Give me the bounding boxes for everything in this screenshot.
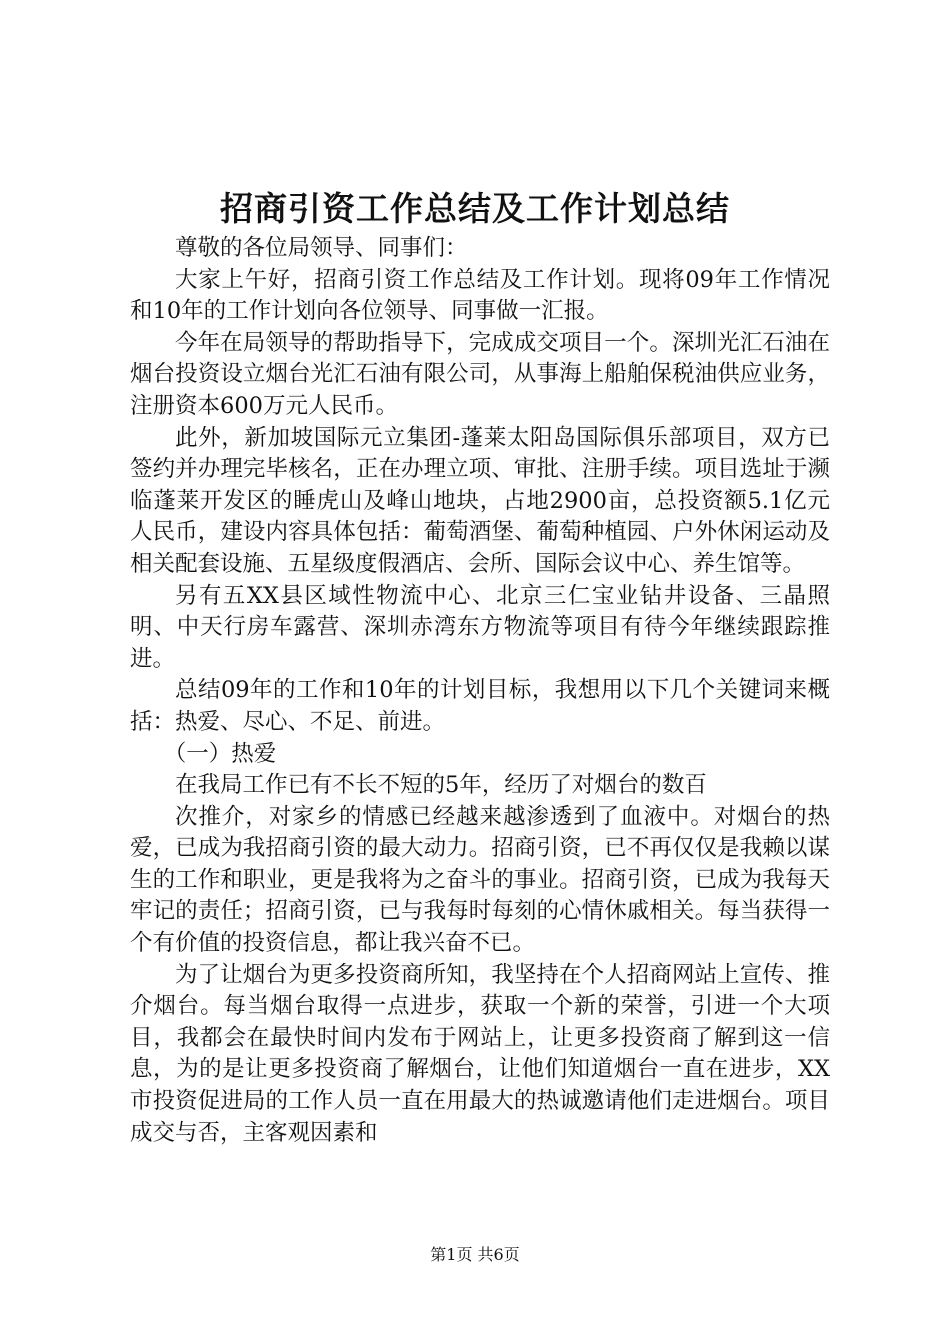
paragraph: 在我局工作已有不长不短的5年，经历了对烟台的数百	[175, 772, 707, 799]
paragraph: 今年在局领导的帮助指导下，完成成交项目一个。深圳光汇石油在烟台投资设立烟台光汇石油有限公司，从事海上船舶保税油供应业务，注册资本600万元人民币。	[130, 329, 830, 419]
paragraph: 为了让烟台为更多投资商所知，我坚持在个人招商网站上宣传、推介烟台。每当烟台取得一点进步，获取一个新的荣誉，引进一个大项目，我都会在最快时间内发布于网站上，让更多投资商了解到这一信息，为的是让更多投资商了解烟台，让他们知道烟台一直在进步，XX市投资促进局的工作人员一直在用最大的热诚邀请他们走进烟台。项目成交与否，主客观因素和	[130, 961, 830, 1146]
paragraph: 总结09年的工作和10年的计划目标，我想用以下几个关键词来概括：热爱、尽心、不足、前进。	[130, 677, 830, 735]
document-body	[130, 233, 830, 1149]
page-number: 第1页 共6页	[430, 1245, 520, 1264]
paragraph: 次推介，对家乡的情感已经越来越渗透到了血液中。对烟台的热爱，已成为我招商引资的最大动力。招商引资，已不再仅仅是我赖以谋生的工作和职业，更是我将为之奋斗的事业。招商引资，已成为我每天牢记的责任；招商引资，已与我每时每刻的心情休戚相关。每当获得一个有价值的投资信息，都让我兴奋不已。	[130, 803, 830, 957]
paragraph: 大家上午好，招商引资工作总结及工作计划。现将09年工作情况和10年的工作计划向各位领导、同事做一汇报。	[130, 266, 830, 325]
paragraph: 此外，新加坡国际元立集团-蓬莱太阳岛国际俱乐部项目，双方已签约并办理完毕核名，正在办理立项、审批、注册手续。项目选址于濒临蓬莱开发区的睡虎山及峰山地块，占地2900亩，总投资额5.1亿元人民币，建设内容具体包括：葡萄酒堡、葡萄种植园、户外休闲运动及相关配套设施、五星级度假酒店、会所、国际会议中心、养生馆等。	[130, 424, 830, 577]
document-title: 招商引资工作总结及工作计划总结	[220, 189, 730, 228]
section-heading: （一）热爱	[163, 740, 277, 767]
paragraph: 另有五XX县区域性物流中心、北京三仁宝业钻井设备、三晶照明、中天行房车露营、深圳赤湾东方物流等项目有待今年继续跟踪推进。	[130, 582, 830, 672]
salutation: 尊敬的各位局领导、同事们：	[175, 235, 468, 261]
